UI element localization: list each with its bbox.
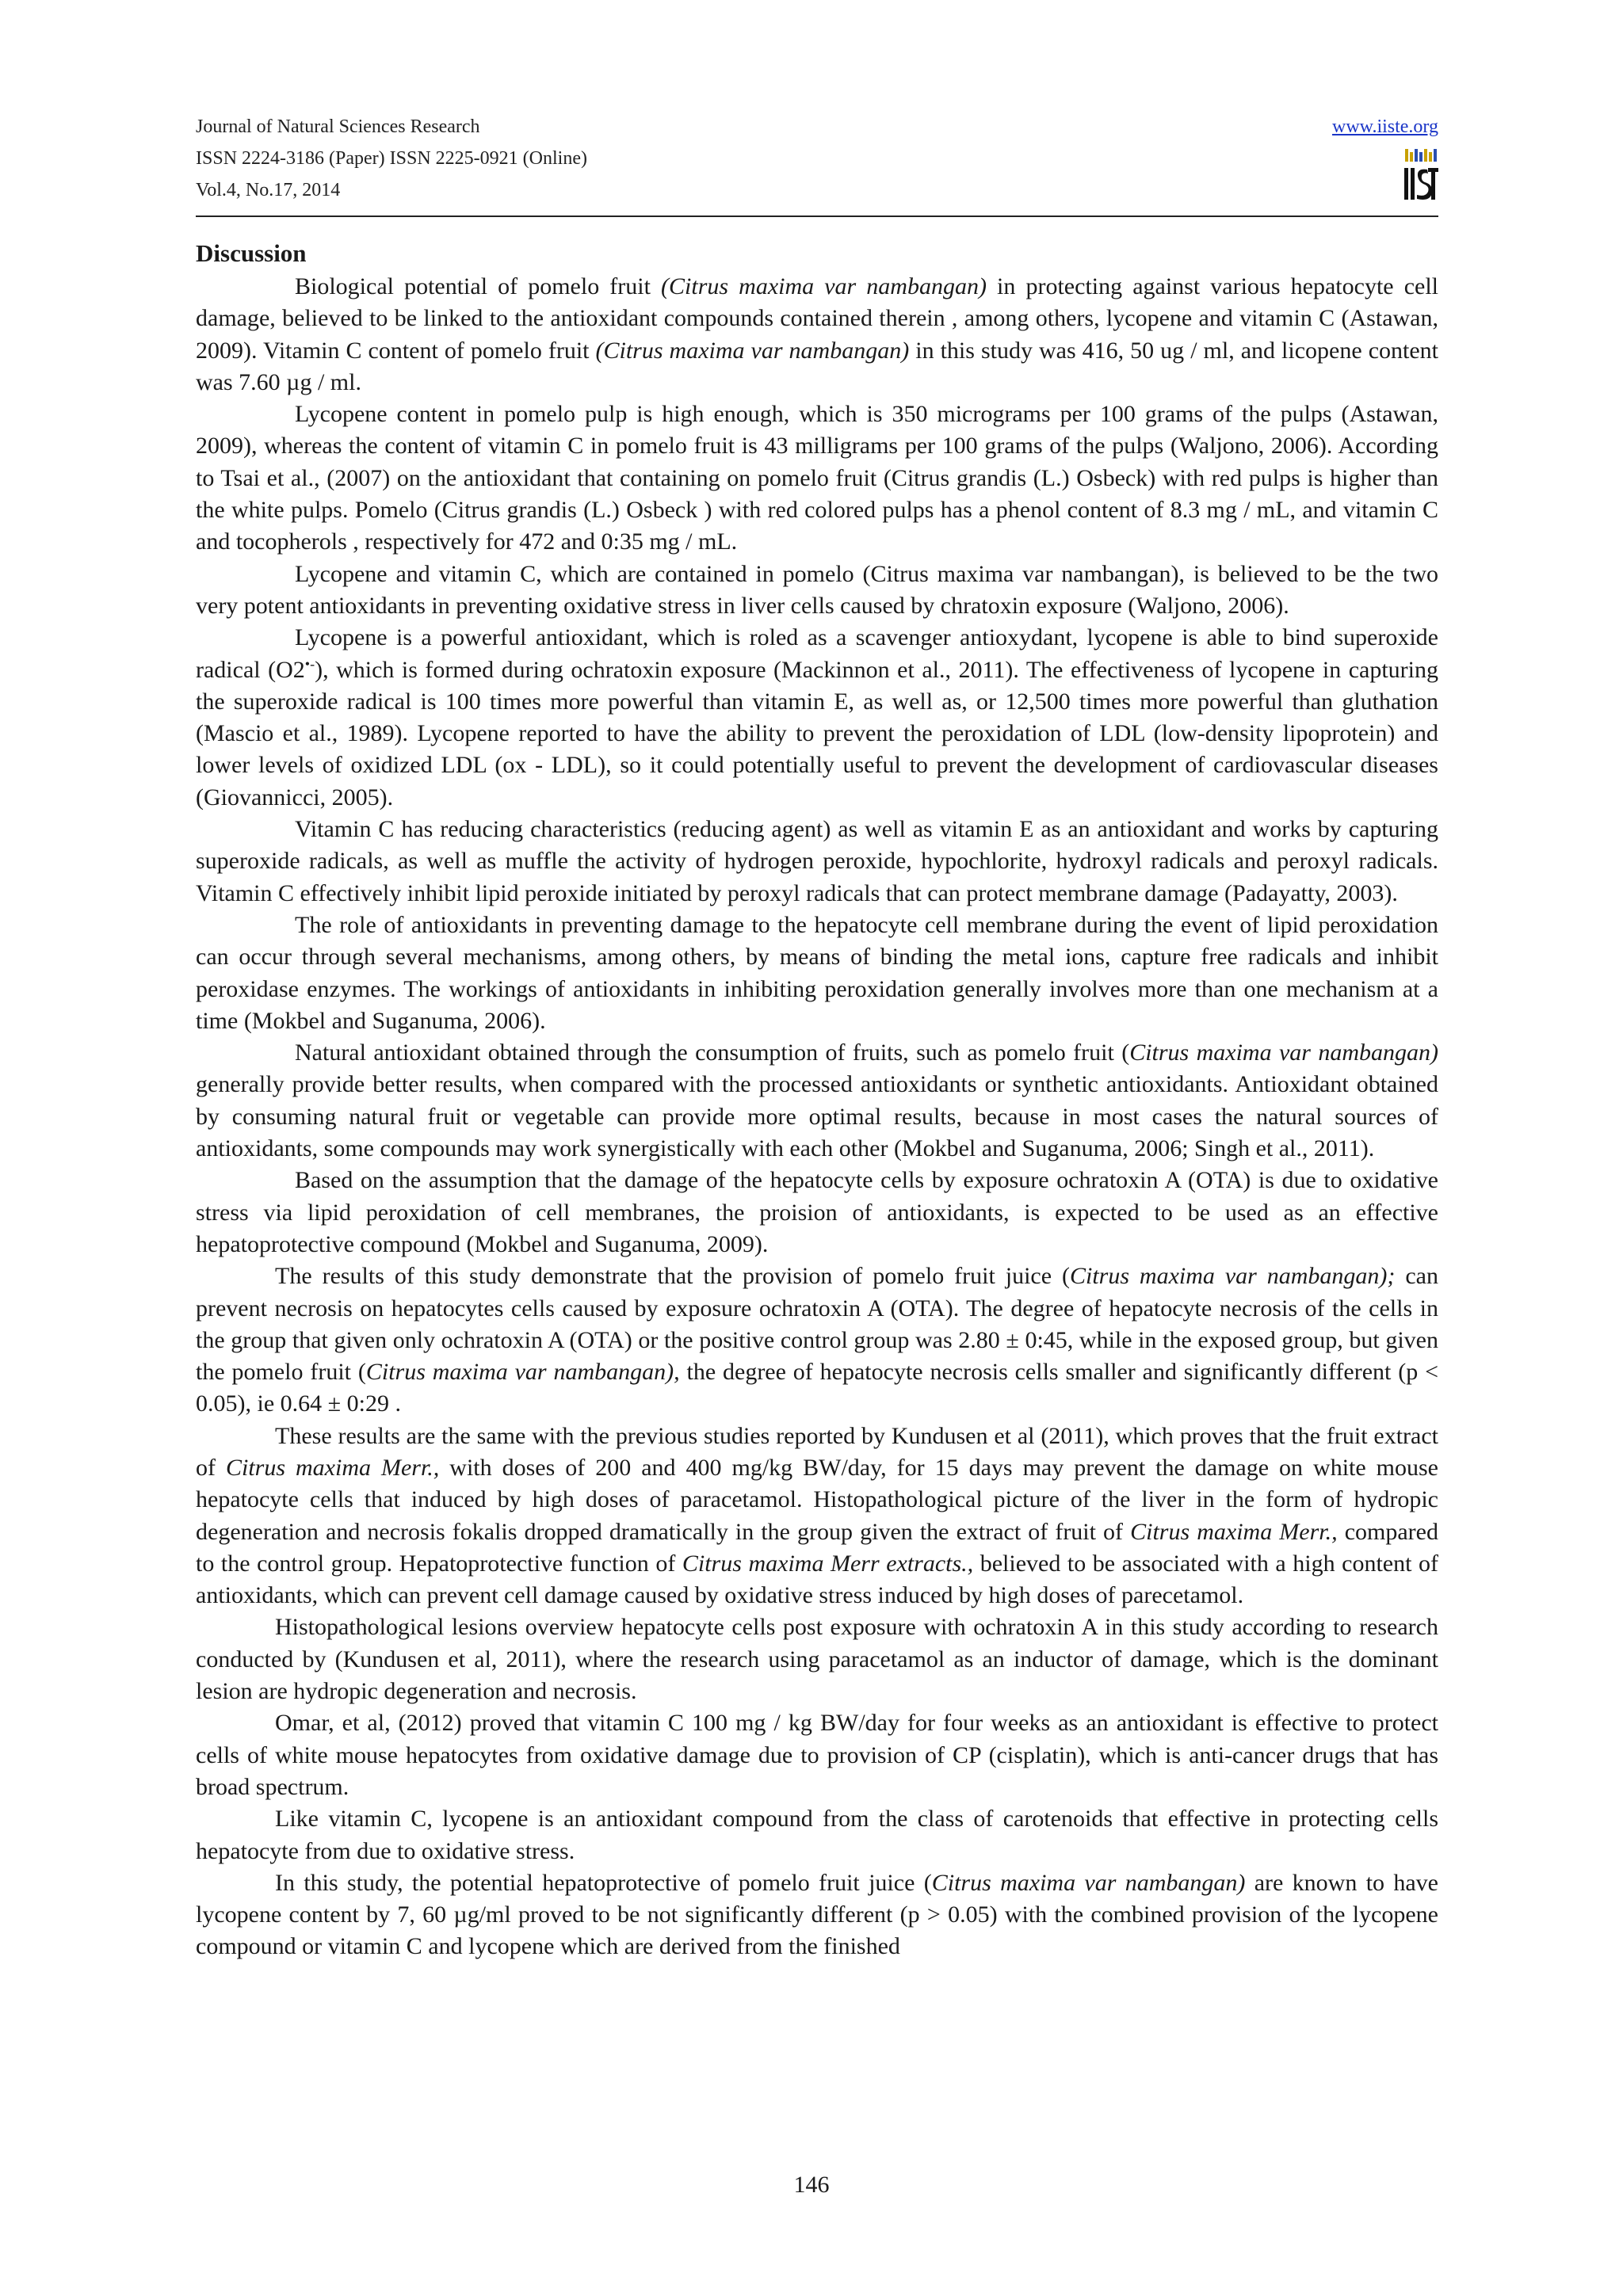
page-number: 146 — [793, 2172, 830, 2198]
paragraph: Lycopene is a powerful antioxidant, which is roled as a scavenger antioxydant, lycopene is able to bind superoxide radical (O2•-), which is formed during ochratoxin exposure (Mackinnon et al., 2011). The effectiveness of lycopene in capturing the superoxide radical is 100 times more powerful than vitamin E, as well as, or 12,500 times more powerful than gluthation (Mascio et al., 1989). Lycopene reported to have the ability to prevent the peroxidation of LDL (low-density lipoprotein) and lower levels of oxidized LDL (ox - LDL), so it could potentially useful to prevent the development of cardiovascular diseases (Giovannicci, 2005). — [196, 624, 1438, 810]
volume-line: Vol.4, No.17, 2014 — [196, 180, 341, 200]
paragraph: Natural antioxidant obtained through the consumption of fruits, such as pomelo fruit (Citrus maxima var nambangan) generally provide better results, when compared with the processed antioxidants or synthetic antioxidants. Antioxidant obtained by consuming natural fruit or vegetable can provide more optimal results, because in most cases the natural sources of antioxidants, some compounds may work synergistically with each other (Mokbel and Suganuma, 2006; Singh et al., 2011). — [196, 1039, 1439, 1162]
paragraph: Histopathological lesions overview hepatocyte cells post exposure with ochratoxin A in this study according to research conducted by (Kundusen et al, 2011), where the research using paracetamol as an inductor of damage, which is the dominant lesion are hydropic degeneration and necrosis. — [196, 1614, 1438, 1705]
header-rule — [196, 215, 1438, 217]
paragraph: These results are the same with the previous studies reported by Kundusen et al (2011), which proves that the fruit extract of Citrus maxima Merr., with doses of 200 and 400 mg/kg BW/day, for 15 days may prevent the damage on white mouse hepatocyte cells that induced by high doses of paracetamol. Histopathological picture of the liver in the form of hydropic degeneration and necrosis fokalis dropped dramatically in the group given the extract of fruit of Citrus maxima Merr., compared to the control group. Hepatoprotective function of Citrus maxima Merr extracts., believed to be associated with a high content of antioxidants, which can prevent cell damage caused by oxidative stress induced by high doses of parecetamol. — [196, 1422, 1438, 1609]
species-name: Citrus maxima var nambangan) — [1129, 1039, 1439, 1066]
paragraph: Based on the assumption that the damage of the hepatocyte cells by exposure ochratoxin A (OTA) is due to oxidative stress via lipid peroxidation of cell membranes, the proision of antioxidants, is expected to be used as an effective hepatoprotective compound (Mokbel and Suganuma, 2009). — [196, 1167, 1438, 1257]
paragraph: Vitamin C has reducing characteristics (reducing agent) as well as vitamin E as an antioxidant and works by capturing superoxide radicals, as well as muffle the activity of hydrogen peroxide, hypochlorite, hydroxyl radicals and peroxyl radicals. Vitamin C effectively inhibit lipid peroxide initiated by peroxyl radicals that can protect membrane damage (Padayatty, 2003). — [196, 816, 1438, 906]
species-name: Citrus maxima var nambangan) — [931, 1869, 1246, 1896]
iiste-logo — [1403, 147, 1438, 204]
paragraph: Omar, et al, (2012) proved that vitamin C 100 mg / kg BW/day for four weeks as an antioxidant is effective to protect cells of white mouse hepatocytes from oxidative damage due to provision of CP (cisplatin), which is anti-cancer drugs that has broad spectrum. — [196, 1710, 1438, 1800]
paragraph: In this study, the potential hepatoprotective of pomelo fruit juice (Citrus maxima var nambangan) are known to have lycopene content by 7, 60 µg/ml proved to be not significantly different (p > 0.05) with the combined provision of the lycopene compound or vitamin C and lycopene which are derived from the finished — [196, 1869, 1438, 1960]
website-link[interactable]: www.iiste.org — [1332, 116, 1438, 137]
journal-name: Journal of Natural Sciences Research — [196, 116, 480, 137]
paragraph: Lycopene content in pomelo pulp is high enough, which is 350 micrograms per 100 grams of the pulps (Astawan, 2009), whereas the content of vitamin C in pomelo fruit is 43 milligrams per 100 grams of the pulps (Waljono, 2006). According to Tsai et al., (2007) on the antioxidant that containing on pomelo fruit (Citrus grandis (L.) Osbeck) with red pulps is higher than the white pulps. Pomelo (Citrus grandis (L.) Osbeck ) with red colored pulps has a phenol content of 8.3 mg / mL, and vitamin C and tocopherols , respectively for 472 and 0:35 mg / mL. — [196, 401, 1438, 555]
paragraph: The results of this study demonstrate that the provision of pomelo fruit juice (Citrus maxima var nambangan); can prevent necrosis on hepatocytes cells caused by exposure ochratoxin A (OTA). The degree of hepatocyte necrosis of the cells in the group that given only ochratoxin A (OTA) or the positive control group was 2.80 ± 0:45, while in the exposed group, but given the pomelo fruit (Citrus maxima var nambangan), the degree of hepatocyte necrosis cells smaller and significantly different (p < 0.05), ie 0.64 ± 0:29 . — [196, 1263, 1439, 1417]
species-name: Citrus maxima var nambangan), — [365, 1359, 680, 1386]
species-name: (Citrus maxima var nambangan) — [661, 273, 987, 299]
paragraph: Biological potential of pomelo fruit (Citrus maxima var nambangan) in protecting against various hepatocyte cell damage, believed to be linked to the antioxidant compounds contained therein , among others, lycopene and vitamin C (Astawan, 2009). Vitamin C content of pomelo fruit (Citrus maxima var nambangan) in this study was 416, 50 ug / ml, and licopene content was 7.60 µg / ml. — [196, 273, 1439, 395]
species-name: Citrus maxima Merr., — [225, 1454, 440, 1481]
superscript: •- — [304, 655, 315, 672]
species-name: (Citrus maxima var nambangan) — [595, 337, 910, 364]
species-name: Citrus maxima Merr., — [1130, 1518, 1338, 1545]
article-body — [196, 238, 1438, 1963]
species-name: Citrus maxima var nambangan); — [1069, 1263, 1396, 1290]
paragraph: Lycopene and vitamin C, which are contained in pomelo (Citrus maxima var nambangan), is believed to be the two very potent antioxidants in preventing oxidative stress in liver cells caused by chratoxin exposure (Waljono, 2006). — [196, 560, 1438, 619]
issn-line: ISSN 2224-3186 (Paper) ISSN 2225-0921 (Online) — [196, 148, 587, 169]
page-header — [196, 111, 1438, 214]
paragraph: The role of antioxidants in preventing damage to the hepatocyte cell membrane during the event of lipid peroxidation can occur through several mechanisms, among others, by means of binding the metal ions, capture free radicals and inhibit peroxidase enzymes. The workings of antioxidants in inhibiting peroxidation generally involves more than one mechanism at a time (Mokbel and Suganuma, 2006). — [196, 911, 1438, 1034]
section-heading: Discussion — [196, 239, 307, 267]
species-name: Citrus maxima Merr extracts., — [682, 1550, 974, 1577]
paragraph: Like vitamin C, lycopene is an antioxidant compound from the class of carotenoids that effective in protecting cells hepatocyte from due to oxidative stress. — [196, 1806, 1438, 1864]
